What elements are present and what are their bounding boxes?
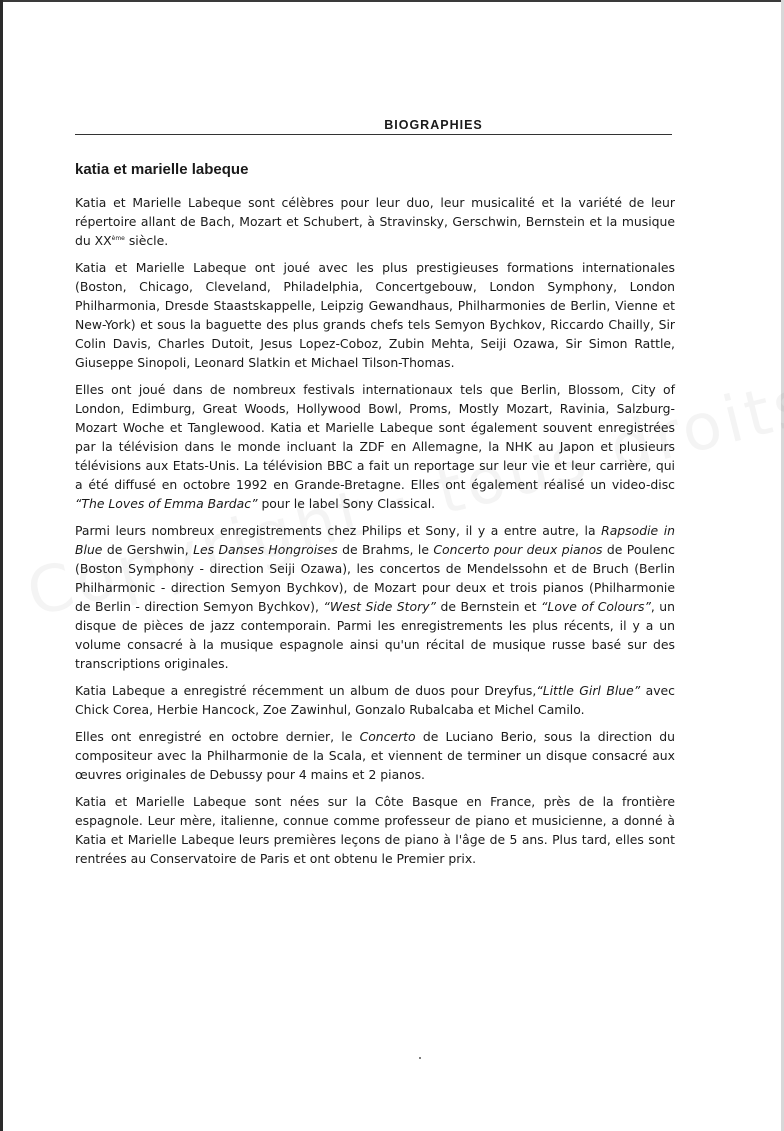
page-edge-top bbox=[0, 0, 784, 2]
paragraph-3 bbox=[75, 380, 675, 513]
p4-text-c: de Brahms, le bbox=[337, 542, 434, 557]
paragraph-5 bbox=[75, 681, 675, 719]
paragraph-7: Katia et Marielle Labeque sont nées sur la Côte Basque en France, près de la frontière espagnole. Leur mère, italienne, connue comme professeur de piano et musicienne, a donné à Katia et Marielle Labeque leurs premières leçons de piano à l'âge de 5 ans. Plus tard, elles sont rentrées au Conservatoire de Paris et ont obtenu le Premier prix. bbox=[75, 794, 675, 866]
p5-title-little-girl-blue: “Little Girl Blue” bbox=[536, 683, 641, 698]
p4-title-concerto: Concerto pour deux pianos bbox=[433, 542, 603, 557]
p4-text-e: de Bernstein et bbox=[435, 599, 541, 614]
article-title: katia et marielle labeque bbox=[75, 161, 249, 178]
p3-text-b: pour le label Sony Classical. bbox=[257, 496, 436, 511]
p3-title-emma-bardac: “The Loves of Emma Bardac” bbox=[75, 496, 258, 511]
p5-text-a: Katia Labeque a enregistré récemment un album de duos pour Dreyfus, bbox=[75, 683, 537, 698]
section-header: BIOGRAPHIES bbox=[384, 118, 483, 132]
header-rule bbox=[75, 134, 672, 135]
article-body bbox=[75, 193, 675, 876]
p4-text-b: de Gershwin, bbox=[102, 542, 194, 557]
p6-text-b: de Luciano Berio, sous la direction du compositeur avec la Philharmonie de la Scala, et viennent de terminer un disque consacré aux œuvres originales de Debussy pour 4 mains et 2 pianos. bbox=[75, 729, 675, 782]
p4-title-rapsodie: Rapsodie in Blue bbox=[75, 523, 675, 557]
p4-title-love-of-colours: “Love of Colours” bbox=[541, 599, 651, 614]
p3-text-a: Elles ont joué dans de nombreux festivals internationaux tels que Berlin, Blossom, City of London, Edimburg, Great Woods, Hollywood Bowl, Proms, Mostly Mozart, Ravinia, Salzburg-Mozart Woche et Tanglewood. Katia et Marielle Labeque sont également souvent enregistrées par la télévision dans le monde incluant la ZDF en Allemagne, la NHK au Japon et plusieurs télévisions aux Etats-Unis. La télévision BBC a fait un reportage sur leur vie et leur carrière, qui a été diffusé en octobre 1992 en Grande-Bretagne. Elles ont également réalisé un video-disc bbox=[75, 382, 675, 492]
page-speck bbox=[419, 1057, 421, 1059]
p6-title-concerto: Concerto bbox=[359, 729, 416, 744]
page-edge-left bbox=[0, 0, 3, 1131]
p4-text-a: Parmi leurs nombreux enregistrements chez Philips et Sony, il y a entre autre, la bbox=[75, 523, 602, 538]
p1-text-b: siècle. bbox=[124, 233, 169, 248]
paragraph-4 bbox=[75, 521, 675, 673]
p4-text-d: de Poulenc (Boston Symphony - direction Seiji Ozawa), les concertos de Mendelssohn et de Bruch (Berlin Philharmonic - direction Semyon Bychkov), de Mozart pour deux et trois pianos (Philharmonie de Berlin - direction Semyon Bychkov), bbox=[75, 542, 675, 614]
p1-superscript: ème bbox=[111, 234, 125, 242]
p4-text-f: , un disque de pièces de jazz contemporain. Parmi les enregistrements les plus récents, il y a un volume consacré à la musique espagnole ainsi qu'un récital de musique russe basé sur des transcriptions originales. bbox=[75, 599, 676, 671]
p6-text-a: Elles ont enregistré en octobre dernier, le bbox=[75, 729, 360, 744]
paragraph-6 bbox=[75, 727, 675, 784]
paragraph-2: Katia et Marielle Labeque ont joué avec les plus prestigieuses formations internationales (Boston, Chicago, Cleveland, Philadelphia, Concertgebouw, London Symphony, London Philharmonia, Dresde Staastskappelle, Leipzig Gewandhaus, Philharmonies de Berlin, Vienne et New-York) et sous la baguette des plus grands chefs tels Semyon Bychkov, Riccardo Chailly, Sir Colin Davis, Charles Dutoit, Jesus Lopez-Coboz, Zubin Mehta, Seiji Ozawa, Sir Simon Rattle, Giuseppe Sinopoli, Leonard Slatkin et Michael Tilson-Thomas. bbox=[75, 260, 675, 370]
p4-title-danses: Les Danses Hongroises bbox=[193, 542, 338, 557]
p4-title-west-side-story: “West Side Story” bbox=[323, 599, 436, 614]
p5-text-b: avec Chick Corea, Herbie Hancock, Zoe Zawinhul, Gonzalo Rubalcaba et Michel Camilo. bbox=[75, 683, 675, 717]
p1-text-a: Katia et Marielle Labeque sont célèbres pour leur duo, leur musicalité et la variété de leur répertoire allant de Bach, Mozart et Schubert, à Stravinsky, Gerschwin, Bernstein et la musique du XX bbox=[75, 195, 675, 248]
paragraph-1 bbox=[75, 193, 675, 250]
